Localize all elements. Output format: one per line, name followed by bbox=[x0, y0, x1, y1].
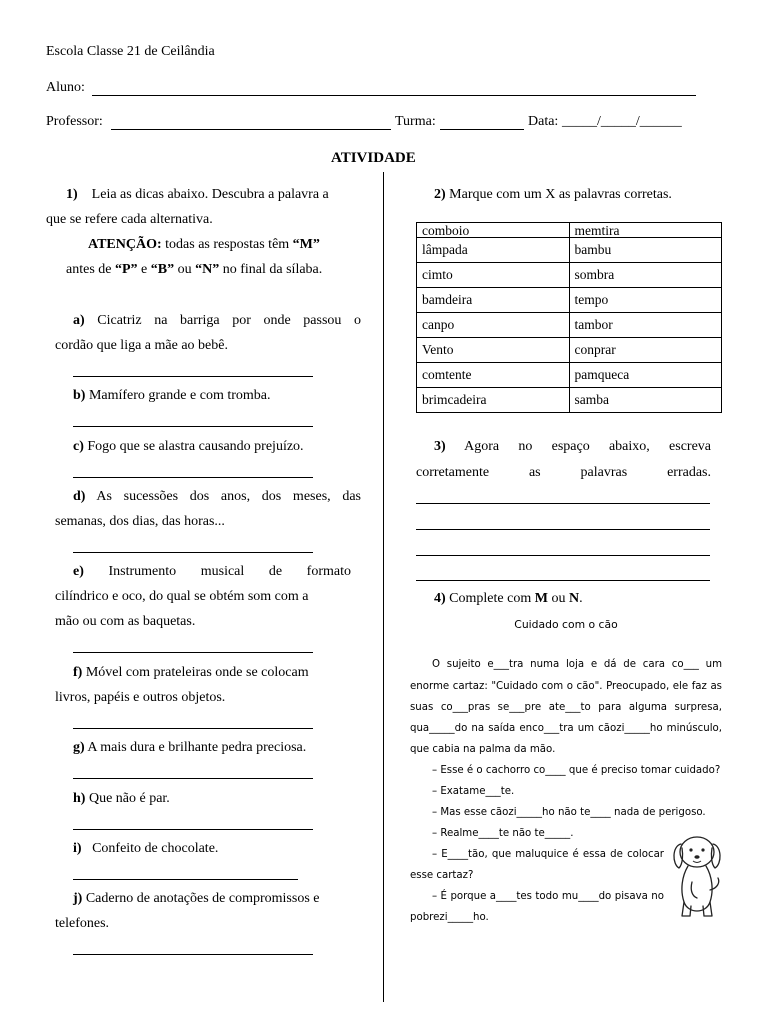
word-table-row bbox=[417, 238, 722, 263]
item-a-text1: Cicatriz na barriga por onde passou o bbox=[97, 313, 362, 328]
item-b-line1 bbox=[73, 388, 271, 404]
teacher-label: Professor: bbox=[46, 114, 103, 129]
item-i-line1 bbox=[73, 841, 218, 857]
puppy-left-eye bbox=[689, 848, 692, 851]
class-label: Turma: bbox=[395, 114, 436, 129]
item-a-letter: a) bbox=[73, 313, 85, 328]
word-cell[interactable]: Vento bbox=[417, 338, 570, 363]
q1-number: 1) bbox=[66, 187, 78, 202]
item-d-letter: d) bbox=[73, 489, 86, 504]
story-line-3: suas co___pras se___pre ate___to para alguma surpresa, bbox=[410, 702, 722, 713]
word-cell[interactable]: lâmpada bbox=[417, 238, 570, 263]
item-f-text1: Móvel com prateleiras onde se colocam bbox=[85, 665, 309, 680]
story-line-10: – E____tão, que maluquice é essa de colocar bbox=[432, 849, 664, 860]
word-cell[interactable]: brimcadeira bbox=[417, 388, 570, 413]
rule-ou: ou bbox=[177, 262, 192, 277]
rule-n: “N” bbox=[195, 262, 220, 277]
item-c-text1: Fogo que se alastra causando prejuízo. bbox=[87, 439, 304, 454]
student-label: Aluno: bbox=[46, 80, 85, 95]
word-table-row bbox=[417, 288, 722, 313]
word-cell[interactable]: comtente bbox=[417, 363, 570, 388]
student-name-field[interactable] bbox=[92, 95, 696, 96]
class-field[interactable] bbox=[440, 129, 524, 130]
item-e-answer-line[interactable] bbox=[73, 652, 313, 653]
word-cell[interactable]: samba bbox=[569, 388, 722, 413]
q1-intro-line1: Leia as dicas abaixo. Descubra a palavra a bbox=[91, 187, 329, 202]
story-line-13: pobrezi_____ho. bbox=[410, 912, 489, 923]
word-cell[interactable]: canpo bbox=[417, 313, 570, 338]
q2-text: Marque com um X as palavras corretas. bbox=[449, 187, 672, 202]
item-c-line1 bbox=[73, 439, 304, 455]
story-title: Cuidado com o cão bbox=[514, 618, 618, 631]
word-cell[interactable]: tambor bbox=[569, 313, 722, 338]
word-cell[interactable]: sombra bbox=[569, 263, 722, 288]
q4-n: N bbox=[568, 591, 580, 606]
item-j-line1 bbox=[73, 891, 319, 907]
item-h-answer-line[interactable] bbox=[73, 829, 313, 830]
story-line-8: – Mas esse cãozi_____ho não te____ nada de perigoso. bbox=[432, 807, 706, 818]
puppy-body bbox=[682, 866, 712, 911]
attention-m: “M” bbox=[292, 237, 320, 252]
story-line-5: que cabia na palma da mão. bbox=[410, 744, 556, 755]
item-b-answer-line[interactable] bbox=[73, 426, 313, 427]
item-g-answer-line[interactable] bbox=[73, 778, 313, 779]
school-name: Escola Classe 21 de Ceilândia bbox=[46, 44, 215, 59]
q3-text1: Agora no espaço abaixo, escreva bbox=[464, 439, 712, 454]
word-cell[interactable]: comboio bbox=[417, 223, 570, 238]
word-cell[interactable]: bamdeira bbox=[417, 288, 570, 313]
item-i-text1: Confeito de chocolate. bbox=[92, 841, 219, 856]
item-h-line1 bbox=[73, 791, 170, 807]
story-line-1: O sujeito e___tra numa loja e dá de cara co___ um bbox=[432, 659, 722, 670]
word-table-row bbox=[417, 263, 722, 288]
word-table-row bbox=[417, 338, 722, 363]
item-f-answer-line[interactable] bbox=[73, 728, 313, 729]
item-g-line1 bbox=[73, 740, 306, 756]
rule-e: e bbox=[141, 262, 148, 277]
q2-number: 2) bbox=[434, 187, 446, 202]
q4-period: . bbox=[579, 591, 583, 606]
word-cell[interactable]: pamqueca bbox=[569, 363, 722, 388]
story-line-9: – Realme____te não te_____. bbox=[432, 828, 574, 839]
item-b-letter: b) bbox=[73, 388, 86, 403]
page-title: ATIVIDADE bbox=[331, 150, 416, 166]
item-e-line2: cilíndrico e oco, do qual se obtém som com a bbox=[55, 589, 309, 604]
item-g-letter: g) bbox=[73, 740, 85, 755]
word-table-row bbox=[417, 313, 722, 338]
q3-answer-line-4[interactable] bbox=[416, 580, 710, 581]
word-cell[interactable]: tempo bbox=[569, 288, 722, 313]
item-e-letter: e) bbox=[73, 564, 84, 579]
item-d-line1 bbox=[73, 489, 361, 505]
item-i-letter: i) bbox=[73, 841, 82, 856]
q1-attention bbox=[88, 237, 320, 253]
q4-number: 4) bbox=[434, 591, 446, 606]
word-cell[interactable]: memtira bbox=[569, 223, 722, 238]
item-j-line2: telefones. bbox=[55, 916, 110, 931]
story-line-12: – É porque a____tes todo mu____do pisava no bbox=[432, 891, 664, 902]
item-j-answer-line[interactable] bbox=[73, 954, 313, 955]
item-i-answer-line[interactable] bbox=[73, 879, 298, 880]
item-h-letter: h) bbox=[73, 791, 86, 806]
item-a-answer-line[interactable] bbox=[73, 376, 313, 377]
story-line-4: qua_____do na saída enco___tra um cãozi_____ho minúsculo, bbox=[410, 723, 722, 734]
q3-answer-line-2[interactable] bbox=[416, 529, 710, 530]
q3-line1 bbox=[434, 439, 711, 455]
item-f-line1 bbox=[73, 665, 309, 681]
q4-m: M bbox=[534, 591, 548, 606]
q2-prompt bbox=[434, 187, 672, 203]
q4-prompt bbox=[434, 591, 583, 607]
item-d-text1: As sucessões dos anos, dos meses, das bbox=[96, 489, 361, 504]
q1-rule bbox=[66, 262, 322, 278]
puppy-right-eye bbox=[701, 848, 704, 851]
teacher-name-field[interactable] bbox=[111, 129, 391, 130]
item-j-letter: j) bbox=[73, 891, 83, 906]
item-c-answer-line[interactable] bbox=[73, 477, 313, 478]
puppy-illustration bbox=[670, 830, 724, 922]
story-line-6: – Esse é o cachorro co____ que é preciso tomar cuidado? bbox=[432, 765, 721, 776]
date-label: Data: bbox=[528, 114, 559, 129]
date-field[interactable]: _____/_____/______ bbox=[562, 114, 682, 129]
rule-before: antes de bbox=[66, 262, 112, 277]
column-divider bbox=[383, 172, 384, 1002]
item-f-letter: f) bbox=[73, 665, 83, 680]
rule-p: “P” bbox=[114, 262, 138, 277]
puppy-mouth bbox=[693, 861, 701, 863]
item-j-text1: Caderno de anotações de compromissos e bbox=[85, 891, 320, 906]
q1-intro-line2: que se refere cada alternativa. bbox=[46, 212, 213, 227]
q1-intro bbox=[66, 187, 329, 203]
item-h-text1: Que não é par. bbox=[88, 791, 170, 806]
story-line-2: enorme cartaz: "Cuidado com o cão". Preocupado, ele faz as bbox=[410, 681, 722, 692]
q3-answer-line-1[interactable] bbox=[416, 503, 710, 504]
story-line-11: esse cartaz? bbox=[410, 870, 474, 881]
word-cell[interactable]: bambu bbox=[569, 238, 722, 263]
story-line-7: – Exatame___te. bbox=[432, 786, 515, 797]
rule-b: “B” bbox=[150, 262, 175, 277]
q3-answer-line-3[interactable] bbox=[416, 555, 710, 556]
item-e-line1 bbox=[73, 564, 351, 580]
word-table-row bbox=[417, 388, 722, 413]
item-a-line1 bbox=[73, 313, 361, 329]
word-table-row bbox=[417, 363, 722, 388]
word-cell[interactable]: cimto bbox=[417, 263, 570, 288]
q4-ou: ou bbox=[551, 591, 566, 606]
word-table-row bbox=[417, 223, 722, 238]
attention-label: ATENÇÃO: bbox=[88, 237, 162, 252]
item-e-line3: mão ou com as baquetas. bbox=[55, 614, 196, 629]
item-a-line2: cordão que liga a mãe ao bebê. bbox=[55, 338, 228, 353]
q3-number: 3) bbox=[434, 439, 446, 454]
item-f-line2: livros, papéis e outros objetos. bbox=[55, 690, 226, 705]
item-b-text1: Mamífero grande e com tromba. bbox=[88, 388, 271, 403]
q4-text: Complete com bbox=[449, 591, 532, 606]
item-d-line2: semanas, dos dias, das horas... bbox=[55, 514, 225, 529]
item-g-text1: A mais dura e brilhante pedra preciosa. bbox=[87, 740, 307, 755]
q3-line2: corretamente as palavras erradas. bbox=[416, 465, 711, 480]
word-table bbox=[416, 222, 722, 413]
attention-text: todas as respostas têm bbox=[165, 237, 290, 252]
item-c-letter: c) bbox=[73, 439, 84, 454]
puppy-nose bbox=[694, 855, 699, 859]
rule-after: no final da sílaba. bbox=[222, 262, 323, 277]
word-cell[interactable]: conprar bbox=[569, 338, 722, 363]
item-d-answer-line[interactable] bbox=[73, 552, 313, 553]
item-e-text1: Instrumento musical de formato bbox=[108, 564, 351, 579]
